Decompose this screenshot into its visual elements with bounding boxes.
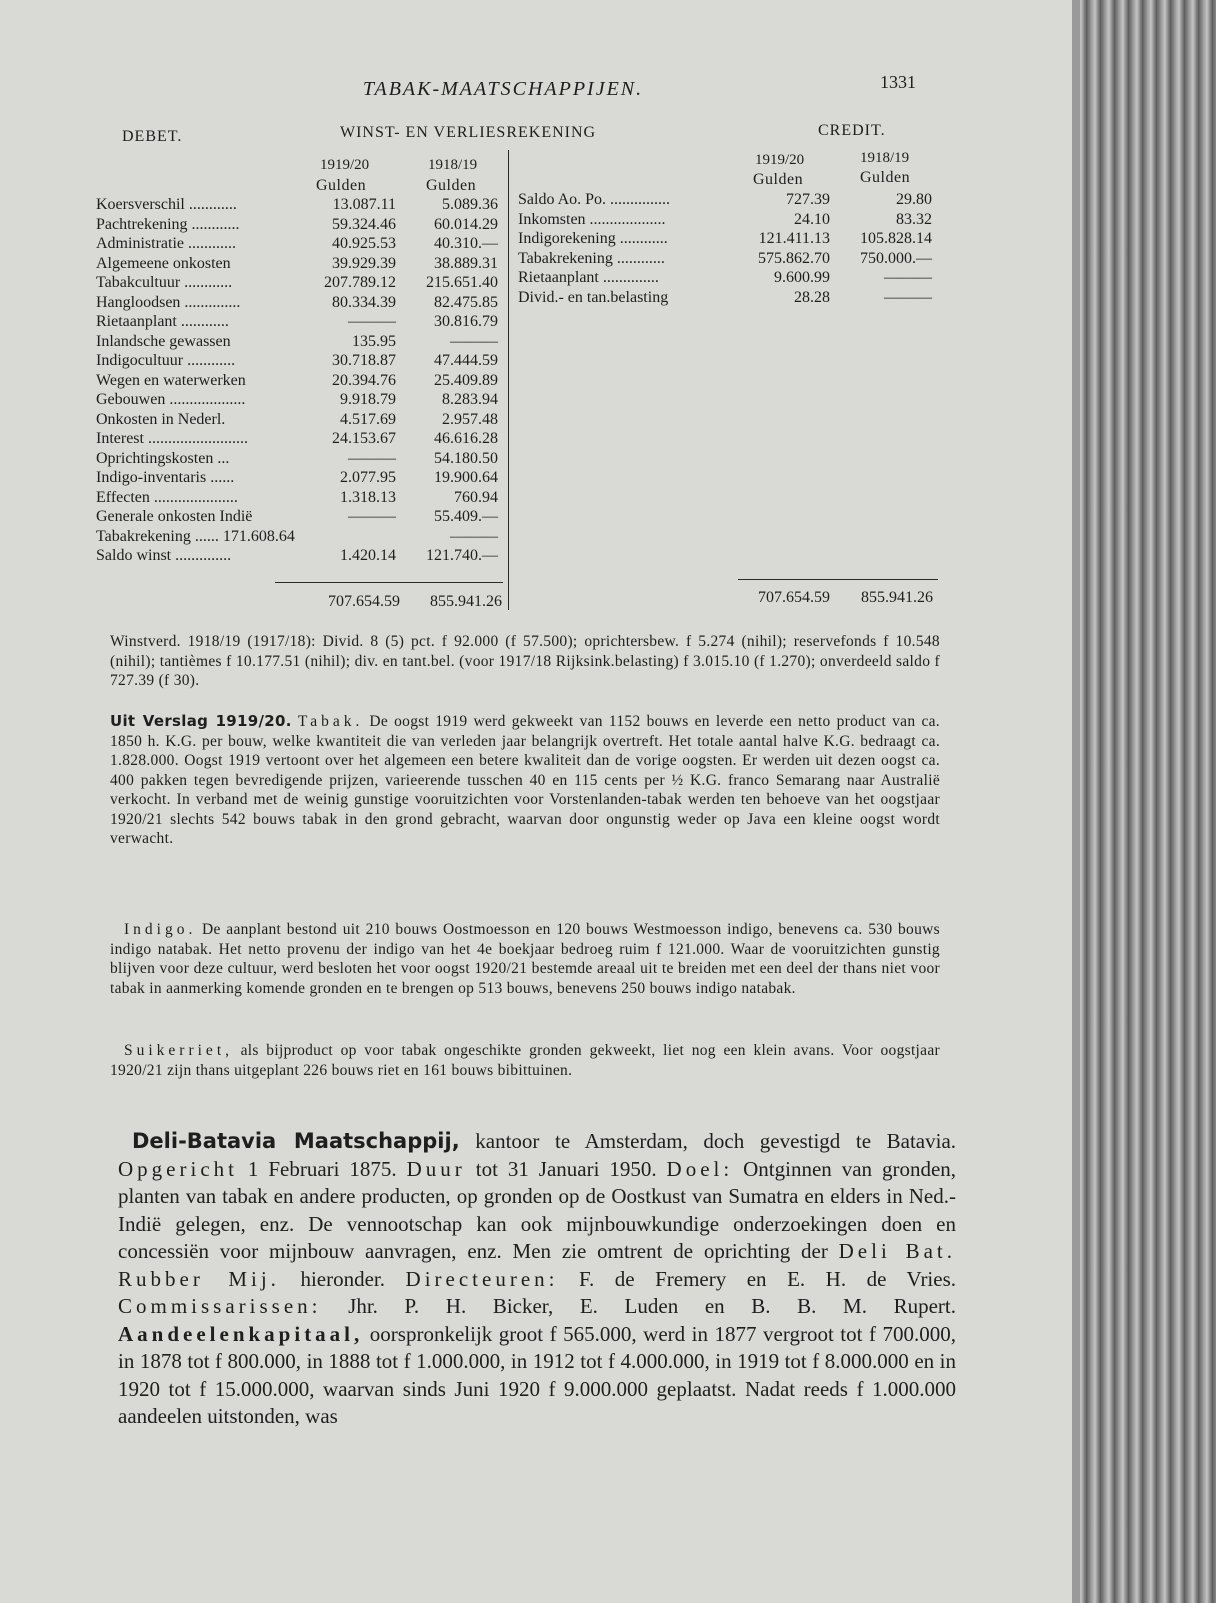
credit-label: Indigorekening ............ bbox=[518, 230, 668, 247]
duur-label: Duur bbox=[406, 1156, 466, 1181]
debet-value-2: 40.310.— bbox=[434, 235, 498, 252]
credit-row bbox=[518, 191, 938, 210]
debet-label: Indigocultuur ............ bbox=[96, 352, 236, 369]
debet-label: Wegen en waterwerken bbox=[96, 371, 246, 389]
credit-value-2: 83.32 bbox=[896, 210, 932, 228]
credit-total-2: 855.941.26 bbox=[861, 589, 933, 606]
debet-row bbox=[96, 352, 504, 371]
debet-row bbox=[96, 391, 504, 410]
debet-value-2: ——— bbox=[450, 527, 498, 545]
credit-value-1: 121.411.13 bbox=[758, 230, 830, 247]
debet-value-1: 13.087.11 bbox=[332, 196, 396, 213]
credit-label: Rietaanplant .............. bbox=[518, 269, 659, 286]
debet-row bbox=[96, 372, 504, 391]
credit-value-1: 9.600.99 bbox=[774, 269, 830, 286]
debet-row bbox=[96, 196, 504, 215]
debet-label: Oprichtingskosten ... bbox=[96, 449, 230, 467]
credit-col1-year: 1919/20 bbox=[755, 152, 805, 168]
debet-row bbox=[96, 313, 504, 332]
credit-value-1: 28.28 bbox=[794, 288, 830, 306]
debet-label: Saldo winst .............. bbox=[96, 547, 232, 564]
debet-row bbox=[96, 430, 504, 449]
debet-value-2: 38.889.31 bbox=[434, 254, 498, 272]
debet-row bbox=[96, 235, 504, 254]
debet-value-2: 55.409.— bbox=[434, 508, 498, 525]
debet-value-2: 82.475.85 bbox=[434, 293, 498, 311]
directeuren-label: Directeuren: bbox=[405, 1266, 559, 1291]
credit-caption: CREDIT. bbox=[818, 122, 886, 139]
credit-value-1: 575.862.70 bbox=[758, 249, 830, 267]
debet-value-1: 135.95 bbox=[352, 332, 396, 350]
company-intro: kantoor te Amsterdam, doch gevestigd te Batavia. bbox=[475, 1129, 957, 1153]
credit-label: Tabakrekening ............ bbox=[518, 249, 665, 267]
debet-label: Generale onkosten Indië bbox=[96, 508, 253, 525]
debet-row bbox=[96, 547, 504, 566]
credit-row bbox=[518, 230, 938, 249]
debet-total-1: 707.654.59 bbox=[328, 593, 400, 610]
debet-row bbox=[96, 489, 504, 508]
indigo-label: Indigo. bbox=[124, 921, 197, 938]
credit-total-1: 707.654.59 bbox=[758, 589, 830, 606]
credit-value-2: 105.828.14 bbox=[860, 230, 932, 247]
company-name: Deli-Batavia Maatschappij, bbox=[132, 1129, 460, 1153]
debet-row bbox=[96, 450, 504, 469]
debet-value-1: ——— bbox=[348, 313, 396, 330]
credit-value-2: ——— bbox=[884, 269, 932, 286]
debet-value-1: ——— bbox=[348, 508, 396, 525]
suikerriet-label: Suikerriet, bbox=[124, 1042, 233, 1059]
debet-value-2: 8.283.94 bbox=[442, 391, 498, 408]
debet-row bbox=[96, 294, 504, 313]
debet-label: Koersverschil ............ bbox=[96, 196, 237, 213]
opgericht-label: Opgericht bbox=[118, 1156, 238, 1181]
kapitaal-text: oorspronkelijk groot f 565.000, werd in 1877 vergroot tot f 700.000, in 1878 tot f 800.000, in 1888 tot f 1.000.000, in 1912 tot f 4.000.000, in 1919 tot f 8.000.000 en in 1920 tot f 15.000.000, waarvan sinds Juni 1920 f 9.000.000 geplaatst. Nadat reeds f 1.000.000 aandeelen uitstonden, was bbox=[118, 1321, 956, 1428]
verslag-tabak bbox=[110, 712, 940, 849]
debet-label: Tabakrekening ...... 171.608.64 bbox=[96, 527, 295, 545]
debet-col2-unit: Gulden bbox=[426, 177, 477, 194]
book-binding bbox=[1072, 0, 1216, 1603]
debet-label: Onkosten in Nederl. bbox=[96, 410, 226, 428]
debet-value-1: 80.334.39 bbox=[332, 293, 396, 311]
suikerriet-text: als bijproduct op voor tabak ongeschikte gronden gekweekt, liet nog een klein avans. Voor oogstjaar 1920/21 zijn thans uitgeplant 226 bouws riet en 161 bouws bibittuinen. bbox=[110, 1042, 940, 1079]
account-title: WINST- EN VERLIESREKENING bbox=[340, 124, 597, 141]
credit-row bbox=[518, 211, 938, 230]
debet-label: Indigo-inventaris ...... bbox=[96, 469, 235, 486]
rubber-label: Deli Bat. Rubber Mij. bbox=[118, 1239, 957, 1291]
debet-value-1: 207.789.12 bbox=[324, 274, 396, 291]
debet-row bbox=[96, 274, 504, 293]
credit-value-2: 29.80 bbox=[896, 191, 932, 208]
credit-label: Saldo Ao. Po. ............... bbox=[518, 191, 671, 208]
debet-label: Interest ......................... bbox=[96, 430, 248, 447]
debet-value-2: 60.014.29 bbox=[434, 215, 498, 233]
debet-value-2: 215.651.40 bbox=[426, 274, 498, 291]
tabak-text: De oogst 1919 werd gekweekt van 1152 bouws en leverde een netto product van ca. 1850 h. K.G. per bouw, welke kwantiteit die van verleden jaar belangrijk overtreft. Het totale aantal halve K.G. bedraagt ca. 1.828.000. Oogst 1919 vertoont over het algemeen een betere kwaliteit dan de vorige oogsten. Er werden uit dezen oogst ca. 400 pakken tegen bevredigende prijzen, varieerende tusschen 40 en 115 cents per ½ K.G. franco Semarang naar Australië verkocht. In verband met de weinig gunstige vooruitzichten voor Vorstenlanden-tabak werden ten behoeve van het oogstjaar 1920/21 slechts 542 bouws tabak in den grond gebracht, waarvan door ongunstig weder op Java een kleine oogst wordt verwacht. bbox=[110, 713, 940, 847]
debet-value-1: 4.517.69 bbox=[340, 410, 396, 428]
credit-col2-year: 1918/19 bbox=[860, 150, 910, 166]
debet-value-2: 19.900.64 bbox=[434, 469, 498, 486]
credit-label: Inkomsten ................... bbox=[518, 210, 666, 228]
debet-label: Rietaanplant ............ bbox=[96, 313, 229, 330]
debet-row bbox=[96, 255, 504, 274]
debet-row bbox=[96, 469, 504, 488]
debet-value-2: 760.94 bbox=[454, 488, 498, 506]
debet-caption: DEBET. bbox=[122, 128, 183, 145]
duur-text: tot 31 Januari 1950. bbox=[475, 1156, 657, 1181]
debet-value-2: 54.180.50 bbox=[434, 449, 498, 467]
credit-total-rule bbox=[738, 579, 938, 580]
debet-value-2: 30.816.79 bbox=[434, 313, 498, 330]
credit-value-1: 727.39 bbox=[786, 191, 830, 208]
credit-value-2: 750.000.— bbox=[860, 249, 932, 267]
debet-label: Tabakcultuur ............ bbox=[96, 274, 233, 291]
debet-value-1: 1.420.14 bbox=[340, 547, 396, 564]
debet-value-1: ——— bbox=[348, 449, 396, 467]
debet-value-2: 5.089.36 bbox=[442, 196, 498, 213]
debet-value-2: 47.444.59 bbox=[434, 352, 498, 369]
center-rule bbox=[508, 150, 509, 610]
debet-value-1: 39.929.39 bbox=[332, 254, 396, 272]
debet-value-1: 9.918.79 bbox=[340, 391, 396, 408]
debet-label: Inlandsche gewassen bbox=[96, 332, 231, 350]
debet-value-2: 25.409.89 bbox=[434, 371, 498, 389]
debet-label: Gebouwen ................... bbox=[96, 391, 246, 408]
verslag-heading: Uit Verslag 1919/20. bbox=[110, 712, 292, 730]
winstverdeling-note: Winstverd. 1918/19 (1917/18): Divid. 8 (5) pct. f 92.000 (f 57.500); oprichtersbew. f 5.274 (nihil); reservefonds f 10.548 (nihil); tantièmes f 10.177.51 (nihil); div. en tant.bel. (voor 1917/18 Rijksink.belasting) f 3.015.10 (f 1.270); onverdeeld saldo f 727.39 (f 30). bbox=[110, 633, 940, 689]
debet-row bbox=[96, 411, 504, 430]
debet-label: Algemeene onkosten bbox=[96, 254, 231, 272]
debet-value-1: 24.153.67 bbox=[332, 430, 396, 447]
credit-value-2: ——— bbox=[884, 288, 932, 306]
credit-row bbox=[518, 269, 938, 288]
debet-col2-year: 1918/19 bbox=[428, 157, 478, 173]
debet-label: Administratie ............ bbox=[96, 235, 236, 252]
debet-col1-unit: Gulden bbox=[316, 177, 367, 194]
debet-value-1: 30.718.87 bbox=[332, 352, 396, 369]
credit-col1-unit: Gulden bbox=[753, 171, 804, 188]
debet-value-2: ——— bbox=[450, 332, 498, 350]
debet-row bbox=[96, 528, 504, 547]
verslag-suikerriet bbox=[110, 1041, 940, 1080]
debet-row bbox=[96, 508, 504, 527]
kapitaal-label: Aandeelenkapitaal, bbox=[118, 1321, 364, 1346]
debet-label: Effecten ..................... bbox=[96, 488, 238, 506]
indigo-text: De aanplant bestond uit 210 bouws Oostmoesson en 120 bouws Westmoesson indigo, benevens ca. 530 bouws indigo natabak. Het netto provenu der indigo van het 4e boekjaar bedroeg ruim f 121.000. Waar de vooruitzichten gunstig blijven voor deze cultuur, werd besloten het voor oogst 1920/21 bestemde areaal uit te breiden met een deel der thans niet voor tabak in aanmerking komende gronden en te brengen op 513 bouws, benevens 250 bouws indigo natabak. bbox=[110, 921, 940, 997]
doel-text: Ontginnen van gronden, planten van tabak en andere producten, op gronden op de Oostkust van Sumatra en elders in Ned.-Indië gelegen, enz. De vennootschap kan ook mijnbouwkundige onderzoekingen doen en concessiën voor mijnbouw aanvragen, enz. Men zie omtrent de oprichting der bbox=[118, 1156, 957, 1263]
rubber-text: hieronder. bbox=[300, 1266, 386, 1291]
debet-value-1: 2.077.95 bbox=[340, 469, 396, 486]
credit-label: Divid.- en tan.belasting bbox=[518, 288, 669, 306]
debet-value-1: 59.324.46 bbox=[332, 215, 396, 233]
debet-label: Hangloodsen .............. bbox=[96, 293, 241, 311]
debet-value-1: 20.394.76 bbox=[332, 371, 396, 389]
page-edge bbox=[1072, 0, 1080, 1603]
credit-row bbox=[518, 250, 938, 269]
directeuren-text: F. de Fremery en E. H. de Vries. bbox=[579, 1266, 957, 1291]
page-number: 1331 bbox=[880, 72, 916, 92]
company-entry bbox=[118, 1128, 956, 1431]
debet-row bbox=[96, 333, 504, 352]
debet-value-2: 121.740.— bbox=[426, 547, 498, 564]
debet-row bbox=[96, 216, 504, 235]
debet-total-2: 855.941.26 bbox=[430, 593, 502, 610]
credit-col2-unit: Gulden bbox=[860, 169, 911, 186]
opgericht-text: 1 Februari 1875. bbox=[247, 1156, 397, 1181]
doel-label: Doel: bbox=[666, 1156, 734, 1181]
verslag-indigo bbox=[110, 920, 940, 998]
debet-value-2: 46.616.28 bbox=[434, 430, 498, 447]
credit-value-1: 24.10 bbox=[794, 210, 830, 228]
debet-label: Pachtrekening ............ bbox=[96, 215, 240, 233]
debet-value-1: 1.318.13 bbox=[340, 488, 396, 506]
debet-value-2: 2.957.48 bbox=[442, 410, 498, 428]
debet-col1-year: 1919/20 bbox=[320, 157, 370, 173]
running-header: TABAK-MAATSCHAPPIJEN. bbox=[362, 78, 644, 100]
debet-total-rule bbox=[275, 582, 503, 583]
credit-row bbox=[518, 289, 938, 308]
commissarissen-text: Jhr. P. H. Bicker, E. Luden en B. B. M. Rupert. bbox=[348, 1294, 956, 1318]
debet-value-1: 40.925.53 bbox=[332, 235, 396, 252]
commissarissen-label: Commissarissen: bbox=[118, 1294, 322, 1318]
tabak-label: Tabak. bbox=[297, 713, 364, 730]
